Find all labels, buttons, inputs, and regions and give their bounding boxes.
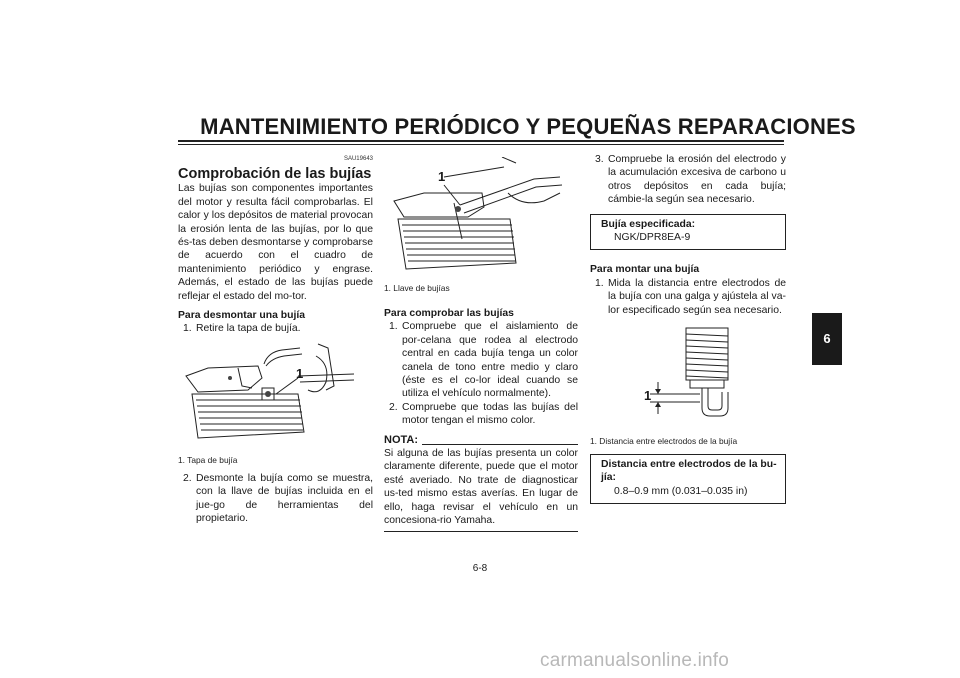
- step-text: Compruebe que todas las bujías del motor tengan el mismo color.: [402, 401, 578, 427]
- figure-callout-label: 1: [296, 366, 304, 381]
- note-text: Si alguna de las bujías presenta un color claramente diferente, puede que el motor esté averiado. No trate de diagnosticar us-ted mismo estas averías. En lugar de ello, haga revisar el vehículo en un concesiona-rio Yamaha.: [384, 447, 578, 531]
- step-text: Compruebe la erosión del electrodo y la acumulación excesiva de carbono u otros depósitos en cada bujía; cámbie-la según sea necesario.: [608, 154, 786, 206]
- page-number: 6-8: [472, 563, 488, 574]
- left-column: [178, 153, 373, 336]
- figure-electrode-gap: [610, 322, 740, 420]
- spec-box-spark-plug: [590, 214, 786, 251]
- spec-box-title: Bujía especificada:: [601, 218, 696, 230]
- section-title: Comprobación de las bujías: [178, 166, 372, 183]
- note-label: NOTA:: [384, 433, 419, 446]
- step-number: 1.: [183, 323, 192, 335]
- install-step-1: [590, 277, 786, 317]
- caption-spark-plug-cap: 1. Tapa de bujía: [178, 455, 238, 465]
- step-text: Retire la tapa de bujía.: [196, 323, 301, 335]
- watermark: carmanualsonline.info: [540, 650, 730, 671]
- step-number: 1.: [389, 321, 398, 333]
- install-heading: Para montar una bujía: [590, 264, 700, 276]
- page-header-title: MANTENIMIENTO PERIÓDICO Y PEQUEÑAS REPARACIONES: [200, 114, 856, 139]
- header-rule: [178, 140, 784, 142]
- figure-spark-plug-cap: [178, 338, 358, 450]
- remove-step-2: [178, 472, 373, 526]
- caption-electrode-gap: 1. Distancia entre electrodos de la bujía: [590, 436, 738, 446]
- remove-step-1: [178, 322, 373, 335]
- step-number: 2.: [389, 401, 398, 413]
- figure-callout-label: 1: [644, 388, 652, 403]
- step-number: 3.: [595, 154, 604, 165]
- spec-box-value: 0.8–0.9 mm (0.031–0.035 in): [614, 485, 748, 497]
- chapter-tab: 6: [812, 313, 842, 365]
- note-heading: [384, 434, 578, 447]
- figure-spark-plug-wrench: [384, 157, 564, 275]
- check-step-1: [384, 320, 578, 400]
- spec-box-value: NGK/DPR8EA-9: [614, 232, 691, 244]
- step-number: 1.: [595, 277, 604, 289]
- step-text: Mida la distancia entre electrodos de la bujía con una galga y ajústela al va-lor especificado según sea necesario.: [608, 277, 786, 316]
- header-rule-thin: [178, 144, 784, 145]
- check-step-3: [590, 153, 786, 207]
- right-column-lower: [590, 454, 786, 504]
- left-column-lower: [178, 472, 373, 526]
- right-column: [590, 153, 786, 317]
- middle-column: [384, 307, 578, 532]
- step-text: Desmonte la bujía como se muestra, con la llave de bujías incluida en el jue-go de herramientas del propietario.: [196, 473, 373, 525]
- caption-spark-plug-wrench: 1. Llave de bujías: [384, 283, 450, 293]
- step-number: 2.: [183, 473, 192, 484]
- step-text: Compruebe que el aislamiento de por-celana que rodea al electrodo central en cada bujía tenga un color canela de tono entre medio y claro (éste es el co-lor ideal cuando se utiliza el vehículo normalmente).: [402, 321, 578, 400]
- section-code: SAU19643: [343, 156, 373, 162]
- spec-box-title: Distancia entre electrodos de la bu-jía:: [601, 459, 777, 484]
- figure-callout-label: 1: [438, 169, 446, 184]
- check-step-2: [384, 401, 578, 428]
- intro-paragraph: Las bujías son componentes importantes del motor y resulta fácil comprobarlas. El calor y los depósitos de material provocan la erosión lenta de las bujías, por lo que és-tas deben desmontarse y comprobarse de acuerdo con el cuadro de mantenimiento periódico y engrase. Además, el estado de las bujías puede reflejar el estado del mo-tor.: [178, 183, 373, 302]
- check-heading: Para comprobar las bujías: [384, 308, 514, 319]
- remove-heading: Para desmontar una bujía: [178, 310, 306, 322]
- spec-box-electrode-gap: [590, 454, 786, 504]
